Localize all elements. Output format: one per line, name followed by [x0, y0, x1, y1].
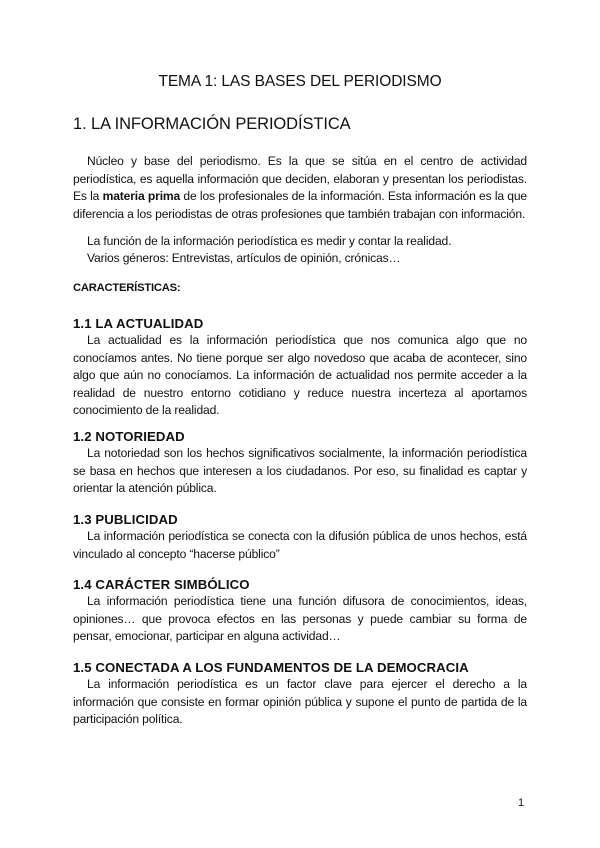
intro-text-before: Núcleo y base del periodismo. Es la que se sitúa en el centro de actividad periodística, es aquella información que deciden, elaboran y presentan los periodistas. Es la [73, 154, 527, 203]
intro-bold-term: materia prima [102, 189, 181, 203]
section-intro-paragraph [73, 153, 527, 223]
subsection-text: La información periodística es un factor clave para ejercer el derecho a la información que consiste en formar opinión pública y supone el punto de partida de la participación política. [73, 677, 527, 726]
genres-paragraph: Varios géneros: Entrevistas, artículos de opinión, crónicas… [87, 251, 401, 265]
subsection-heading: 1.1 LA ACTUALIDAD [73, 316, 204, 331]
subsection-heading: 1.3 PUBLICIDAD [73, 512, 178, 527]
intro-text-after: de los profesionales de la información. Esta información es la que diferencia a los periodistas de otras profesiones que también trabajan con información. [73, 189, 527, 221]
subsection-heading: 1.5 CONECTADA A LOS FUNDAMENTOS DE LA DEMOCRACIA [73, 660, 469, 675]
subsection-heading: 1.2 NOTORIEDAD [73, 429, 185, 444]
function-paragraph: La función de la información periodística es medir y contar la realidad. [87, 234, 452, 248]
subsection-text: La información periodística tiene una función difusora de conocimientos, ideas, opiniones… que provoca efectos en las personas y puede cambiar su forma de pensar, emocionar, participar en alguna actividad… [73, 594, 527, 643]
subsection-heading: 1.4 CARÁCTER SIMBÓLICO [73, 577, 250, 592]
subsection-text: La actualidad es la información periodística que nos comunica algo que no conocíamos antes. No tiene porque ser algo novedoso que acaba de acontecer, sino algo que aún no conocíamos. La información de actualidad nos permite acceder a la realidad de nuestro entorno cotidiano y reduce nuestra incerteza al aportamos conocimiento de la realidad. [73, 333, 527, 417]
document-title: TEMA 1: LAS BASES DEL PERIODISMO [158, 73, 442, 90]
page-number: 1 [518, 797, 525, 809]
subsection-text: La notoriedad son los hechos significativos socialmente, la información periodística se basa en hechos que interesen a los ciudadanos. Por eso, su finalidad es captar y orientar la atención pública. [73, 446, 527, 495]
subsection-text: La información periodística se conecta con la difusión pública de unos hechos, está vinculado al concepto “hacerse público” [73, 529, 527, 561]
section-heading: 1. LA INFORMACIÓN PERIODÍSTICA [73, 115, 351, 133]
characteristics-label: CARACTERÍSTICAS: [73, 282, 181, 294]
